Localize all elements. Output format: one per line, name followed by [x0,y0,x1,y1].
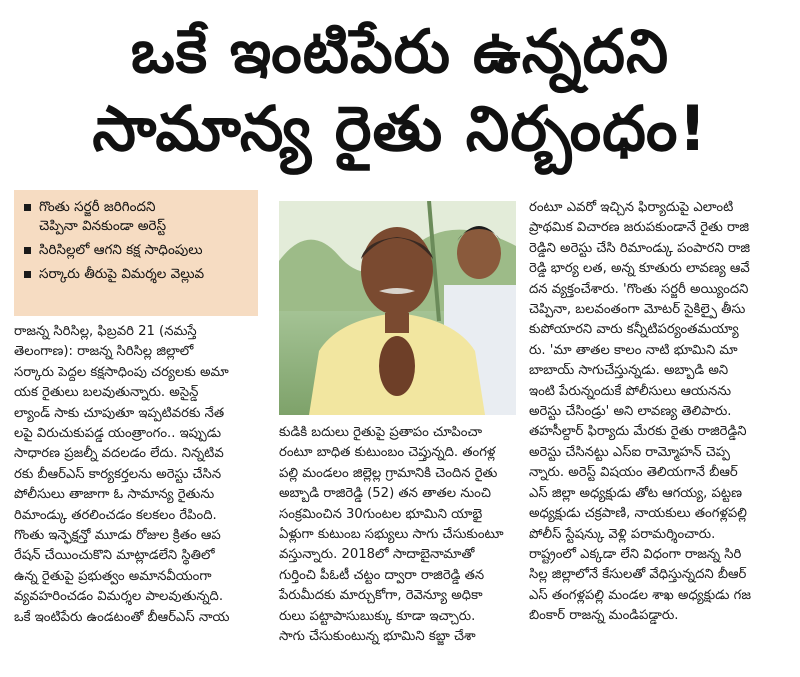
highlights-box [14,190,258,316]
paragraph-line: కుపోయారని వారు కన్నీటిపర్యంతమయ్యా [529,322,739,338]
paragraph-line: పోలీస్ స్టేషన్కు వెళ్లి పరామర్శించారు. [529,526,716,542]
highlight-item [24,241,252,260]
highlight-item [24,265,252,284]
highlight-item [24,198,252,217]
bullet-icon [24,271,31,278]
farmer-photo-illustration [279,201,516,415]
bullet-icon [24,204,31,211]
paragraph-line: సాగు చేసుకుంటున్న భూమిని కబ్జా చేశా [279,629,476,645]
paragraph-line: తెలంగాణ): రాజన్న సిరిసిల్ల జిల్లాలో [14,344,194,360]
paragraph-line: రాష్ట్రంలో ఎక్కడా లేని విధంగా రాజన్న సిరి [529,546,742,562]
farmer-photo [279,201,516,415]
paragraph-line: రెడ్డిని అరెస్టు చేసి రిమాండ్కు పంపారని రాజి [529,240,751,256]
article-column-1 [14,322,264,628]
paragraph-line: గుర్తించి పీఓటీ చట్టం ద్వారా రాజిరెడ్డి తన [279,567,485,583]
paragraph-line: సంక్రమించిన 30గుంటల భూమిని యాభై [279,506,483,522]
paragraph-line: పోలీసులు తాజాగా ఓ సామాన్య రైతును [14,487,215,503]
paragraph-line: లపై విరుచుకుపడ్డ యంత్రాంగం.. ఇప్పుడు [14,426,222,442]
highlight-text: సిరిసిల్లలో ఆగని కక్ష సాధింపులు [39,242,203,258]
paragraph-line: ఉన్న రైతుపై ప్రభుత్వం అమానవీయంగా [14,568,212,584]
paragraph-line: ఏళ్లుగా కుటుంబ సభ్యులు సాగు చేసుకుంటూ [279,527,504,543]
highlight-text: చెప్పినా వినకుండా అరెస్ట్ [39,218,167,234]
paragraph-line: రాజన్న సిరిసిల్ల, ఫిబ్రవరి 21 (నమస్తే [14,324,197,339]
paragraph-line: రు. 'మా తాతల కాలం నాటి భూమిని మా [529,342,738,358]
paragraph-line: రంటూ బాధిత కుటుంబం చెప్తున్నది. తంగళ్ల [279,445,496,461]
headline-line-2: సామాన్య రైతు నిర్బంధం! [92,92,708,165]
paragraph-line: ఇంటి పేరున్నందుకే పోలీసులు ఆయనను [529,383,732,399]
paragraph-line: అబ్బాడి రాజిరెడ్డి (52) తన తాతల నుంచి [279,486,491,502]
paragraph-line: పేరుమీదకు మార్చుకోగా, రెవెన్యూ అధికా [279,588,483,604]
paragraph-line: సిల్ల జిల్లాలోనే కేసులతో వేధిస్తున్నదని బీఆర్ [529,567,747,583]
paragraph-line: దన వ్యక్తంచేశారు. 'గొంతు సర్జరీ అయ్యిందని [529,281,749,297]
paragraph-line: ప్రాథమిక విచారణ జరుపకుండానే రైతు రాజి [529,220,750,236]
paragraph-line: రేషన్ చేయించుకొని మాట్లాడలేని స్థితిలో [14,548,215,564]
paragraph-line: రిమాండ్కు తరలించడం కలకలం రేపింది. [14,507,217,523]
paragraph-line: అధ్యక్షుడు చక్రపాణి, నాయకులు తంగళ్లపల్లి [529,506,747,522]
article-column-2 [279,423,517,647]
headline-line-1: ఒకే ఇంటిపేరు ఉన్నదని [130,17,670,87]
paragraph-line: వ్యవహరించడం విమర్శల పాలవుతున్నది. [14,589,224,605]
paragraph-line: యక రైతులు బలవుతున్నారు. అసైన్డ్ [14,385,199,401]
paragraph-line: న్నారు. అరెస్ట్ విషయం తెలియగానే బీఆర్ [529,465,738,481]
bullet-icon [24,247,31,254]
paragraph-line: సర్కారు పెద్దల కక్షసాధింపు చర్యలకు అమా [14,364,229,380]
paragraph-line: పల్లి మండలం జిల్లెల్ల గ్రామానికి చెందిన రైతు [279,465,498,481]
paragraph-line: ఎస్ జిల్లా అధ్యక్షుడు తోట ఆగయ్య, పట్టణ [529,485,742,501]
paragraph-line: తహసీల్దార్ ఫిర్యాదు మేరకు రైతు రాజిరెడ్డిని [529,424,747,440]
paragraph-line: రంటూ ఎవరో ఇచ్చిన ఫిర్యాదుపై ఎలాంటి [529,200,734,215]
highlight-text: గొంతు సర్జరీ జరిగిందని [39,199,156,215]
paragraph-line: ల్యాండ్ సాకు చూపుతూ ఇప్పటివరకు నేత [14,405,225,421]
highlight-text: సర్కారు తీరుపై విమర్శల వెల్లువ [39,266,205,282]
paragraph-line: కుడికి బదులు రైతుపై ప్రతాపం చూపించా [279,425,483,440]
paragraph-line: అరెస్టు చేసినట్టు ఎస్ఐ రామ్మోహన్ చెప్ప [529,444,730,460]
paragraph-line: రెడ్డి భార్య లత, అన్న కూతురు లావణ్య ఆవే [529,261,750,277]
paragraph-line: ఎస్ తంగళ్లపల్లి మండల శాఖ అధ్యక్షుడు గజ [529,587,752,603]
paragraph-line: గొంతు ఇన్ఫెక్షన్తో మూడు రోజుల క్రితం ఆప [14,528,221,544]
paragraph-line: అరెస్టు చేసిండ్రు' అని లావణ్య తెలిపారు. [529,404,732,420]
paragraph-line: బింకార్ రాజన్న మండిపడ్డారు. [529,608,679,624]
paragraph-line: చెప్పినా, బలవంతంగా మోటర్ సైకిల్పై తీసు [529,302,746,318]
paragraph-line: సాధారణ ప్రజల్నీ వదలడం లేదు. నిన్నటివ [14,446,224,462]
paragraph-line: బాబాయ్ సాగుచేస్తున్నడు. అబ్బాడి అని [529,363,729,379]
paragraph-line: వస్తున్నారు. 2018లో సాదాబైనామాతో [279,547,475,563]
paragraph-line: రులు పట్టాపాసుబుక్కు కూడా ఇచ్చారు. [279,608,476,624]
paragraph-line: ఒకే ఇంటిపేరు ఉండటంతో బీఆర్ఎస్ నాయ [14,609,230,625]
paragraph-line: రకు బీఆర్ఎస్ కార్యకర్తలను అరెస్టు చేసిన [14,466,222,482]
article-column-3 [529,198,791,627]
highlight-item [24,217,252,236]
